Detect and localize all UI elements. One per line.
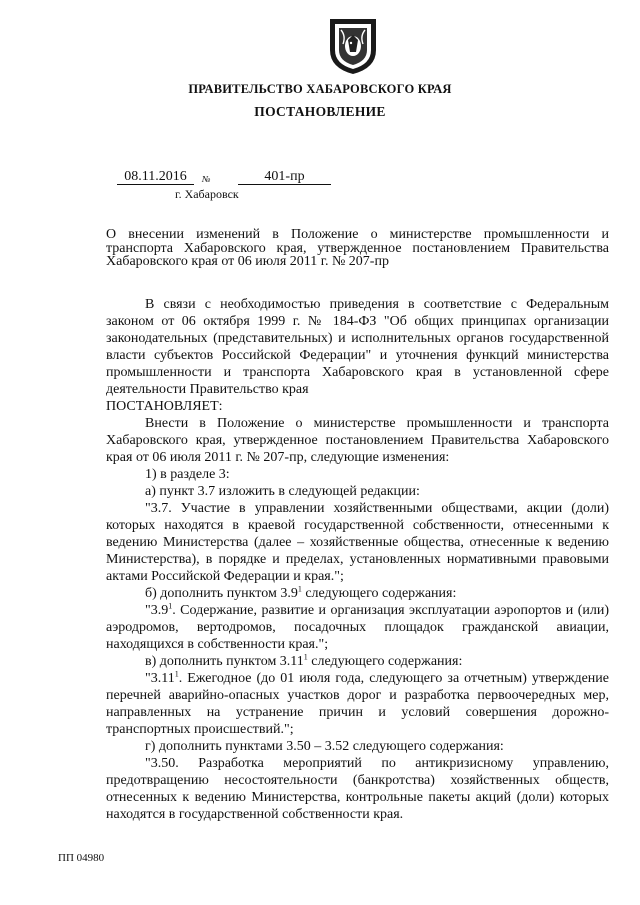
item-b-text-sup: 1 bbox=[168, 601, 173, 611]
intro-paragraph: Внести в Положение о министерстве промышленности и транспорта Хабаровского края, утвержденное постановлением Правительства Хабаровского края от 06 июля 2011 г. № 207-пр, следующие изменения: bbox=[106, 416, 609, 465]
preamble-paragraph: В связи с необходимостью приведения в соответствие с Федеральным законом от 06 октября 1999 г. № 184-ФЗ "Об общих принципах организации законодательных (представительных) и исполнительных органов государственной власти субъектов Российской Федерации" и уточнения функций министерства промышленности и транспорта Хабаровского края в установленной сфере деятельности Правительство края bbox=[106, 297, 609, 397]
number-sign: № bbox=[202, 174, 211, 184]
item-b-text-post: . Содержание, развитие и организация эксплуатации аэропортов и (или) аэродромов, вертодромов, посадочных площадок гражданской авиации, находящихся в собственности края."; bbox=[106, 603, 609, 652]
item-b-post: следующего содержания: bbox=[301, 586, 457, 601]
item-c-post: следующего содержания: bbox=[307, 654, 463, 669]
document-number: 401-пр bbox=[238, 169, 331, 185]
city: г. Хабаровск bbox=[175, 187, 239, 201]
coat-of-arms-emblem bbox=[326, 16, 380, 76]
item-b-sup: 1 bbox=[297, 584, 302, 594]
item-d: г) дополнить пунктами 3.50 – 3.52 следующего содержания: bbox=[145, 739, 504, 754]
item-a: а) пункт 3.7 изложить в следующей редакции: bbox=[145, 484, 420, 499]
item-c-text-sup: 1 bbox=[174, 669, 179, 679]
item-c-text-post: . Ежегодное (до 01 июля года, следующего за отчетным) утверждение перечней аварийно-опасных участков дорог и разработка первоочередных мер, направленных на устранение причин и условий совершения дорожно-транспортных происшествий."; bbox=[106, 671, 609, 737]
item-c-pre: в) дополнить пунктом 3.11 bbox=[145, 654, 304, 669]
item-c bbox=[106, 653, 609, 670]
item-c-text bbox=[106, 670, 609, 738]
document-subject: О внесении изменений в Положение о министерстве промышленности и транспорта Хабаровского края, утвержденное постановлением Правительства Хабаровского края от 06 июля 2011 г. № 207-пр bbox=[106, 227, 609, 269]
item-c-text-pre: "3.11 bbox=[145, 671, 175, 686]
item-b bbox=[106, 585, 609, 602]
organization-name: ПРАВИТЕЛЬСТВО ХАБАРОВСКОГО КРАЯ bbox=[188, 82, 452, 96]
footer-code: ПП 04980 bbox=[58, 852, 105, 864]
document-body bbox=[106, 296, 609, 823]
item-b-text-pre: "3.9 bbox=[145, 603, 169, 618]
item-b-text bbox=[106, 602, 609, 653]
section-item: 1) в разделе 3: bbox=[145, 467, 230, 482]
item-d-text: "3.50. Разработка мероприятий по антикризисному управлению, предотвращению несостоятельности (банкротства) хозяйственных обществ, отнесенных к ведению Министерства, контрольные пакеты акций (доли) которых находятся в государственной собственности края. bbox=[106, 756, 609, 822]
item-c-sup: 1 bbox=[303, 652, 308, 662]
item-b-pre: б) дополнить пунктом 3.9 bbox=[145, 586, 298, 601]
document-date: 08.11.2016 bbox=[117, 169, 194, 185]
document-type: ПОСТАНОВЛЕНИЕ bbox=[254, 104, 386, 119]
resolves-heading: ПОСТАНОВЛЯЕТ: bbox=[106, 399, 223, 414]
item-a-text: "3.7. Участие в управлении хозяйственными обществами, акции (доли) которых находятся в краевой государственной собственности, отнесенными к ведению Министерства (далее – хозяйственные общества, отнесенные к ведению Министерства), в порядке и пределах, установленных нормативными правовыми актами Российской Федерации и края."; bbox=[106, 501, 609, 584]
